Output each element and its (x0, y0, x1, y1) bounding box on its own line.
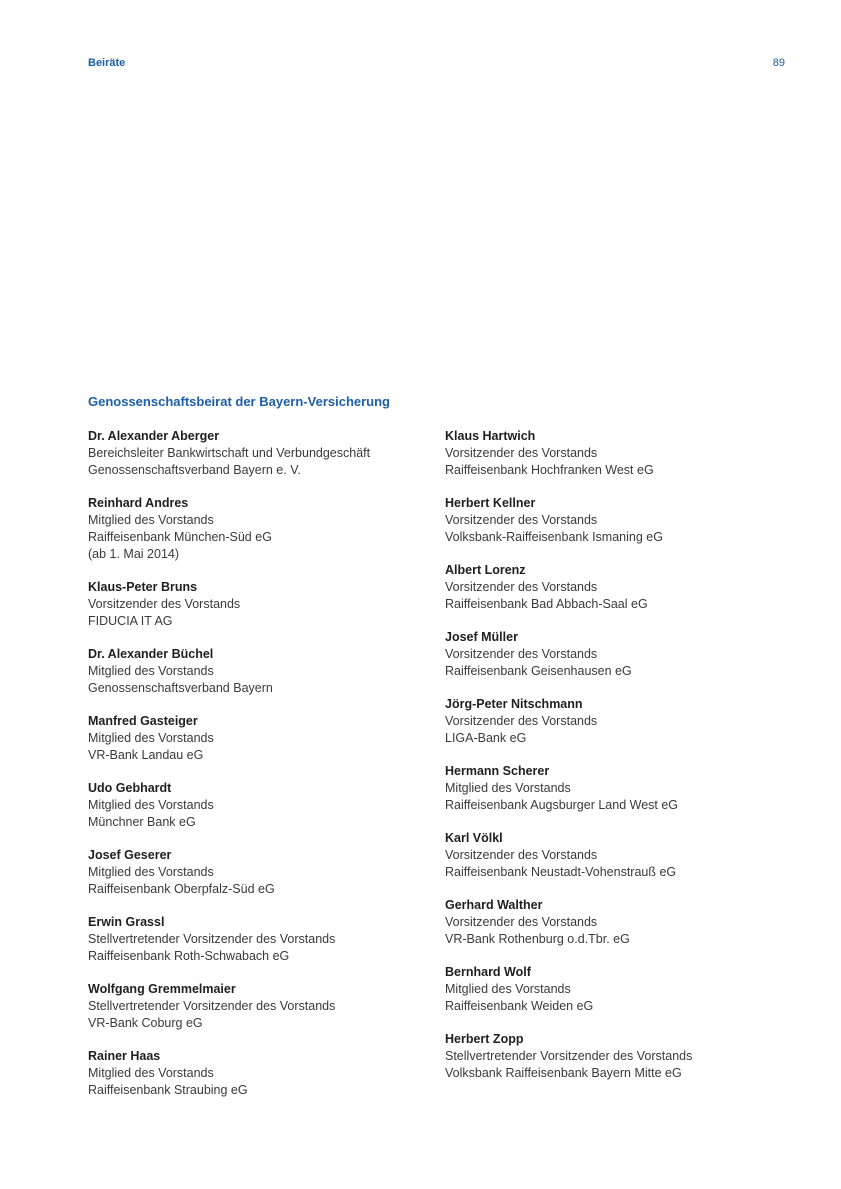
member-name: Jörg-Peter Nitschmann (445, 697, 583, 711)
member-name: Bernhard Wolf (445, 965, 531, 979)
member-name: Herbert Kellner (445, 496, 536, 510)
right-column (445, 428, 785, 1098)
member-entry (445, 428, 785, 479)
member-entry (445, 562, 785, 613)
member-detail: Mitglied des Vorstands (88, 798, 214, 812)
member-entry (88, 713, 428, 764)
member-detail: Mitglied des Vorstands (88, 664, 214, 678)
page-number: 89 (772, 57, 785, 69)
member-entry (88, 428, 428, 479)
member-name: Herbert Zopp (445, 1032, 524, 1046)
member-detail: Mitglied des Vorstands (445, 982, 571, 996)
member-entry (445, 763, 785, 814)
member-detail: Raiffeisenbank Bad Abbach-Saal eG (445, 597, 648, 611)
member-detail: Vorsitzender des Vorstands (445, 513, 598, 527)
member-name: Erwin Grassl (88, 915, 165, 929)
member-detail: Raiffeisenbank Oberpfalz-Süd eG (88, 882, 275, 896)
member-detail: Mitglied des Vorstands (88, 1066, 214, 1080)
running-header-section: Beiräte (88, 57, 126, 69)
member-detail: (ab 1. Mai 2014) (88, 547, 180, 561)
section-title: Genossenschaftsbeirat der Bayern-Versicherung (88, 394, 391, 409)
member-detail: Vorsitzender des Vorstands (445, 580, 598, 594)
member-detail: Genossenschaftsverband Bayern e. V. (88, 463, 301, 477)
member-name: Albert Lorenz (445, 563, 526, 577)
member-entry (445, 964, 785, 1015)
member-name: Klaus-Peter Bruns (88, 580, 198, 594)
member-detail: Mitglied des Vorstands (88, 865, 214, 879)
member-detail: FIDUCIA IT AG (88, 614, 173, 628)
member-name: Klaus Hartwich (445, 429, 536, 443)
member-name: Josef Müller (445, 630, 518, 644)
member-entry (445, 629, 785, 680)
member-entry (88, 1048, 428, 1099)
member-detail: Raiffeisenbank Augsburger Land West eG (445, 798, 679, 812)
member-entry (445, 830, 785, 881)
member-name: Wolfgang Gremmelmaier (88, 982, 236, 996)
member-name: Karl Völkl (445, 831, 503, 845)
member-detail: Raiffeisenbank Straubing eG (88, 1083, 248, 1097)
member-entry (88, 914, 428, 965)
member-detail: Vorsitzender des Vorstands (88, 597, 241, 611)
member-name: Dr. Alexander Aberger (88, 429, 220, 443)
member-name: Rainer Haas (88, 1049, 161, 1063)
member-detail: Stellvertretender Vorsitzender des Vorstands (88, 932, 336, 946)
member-detail: Vorsitzender des Vorstands (445, 915, 598, 929)
member-detail: Vorsitzender des Vorstands (445, 647, 598, 661)
member-detail: Raiffeisenbank Geisenhausen eG (445, 664, 632, 678)
member-detail: Raiffeisenbank Weiden eG (445, 999, 594, 1013)
member-detail: Raiffeisenbank München-Süd eG (88, 530, 272, 544)
member-entry (88, 495, 428, 563)
member-detail: Bereichsleiter Bankwirtschaft und Verbundgeschäft (88, 446, 371, 460)
member-detail: VR-Bank Rothenburg o.d.Tbr. eG (445, 932, 630, 946)
member-entry (88, 981, 428, 1032)
member-detail: Vorsitzender des Vorstands (445, 446, 598, 460)
member-detail: Mitglied des Vorstands (88, 731, 214, 745)
member-detail: Stellvertretender Vorsitzender des Vorstands (445, 1049, 693, 1063)
member-name: Udo Gebhardt (88, 781, 172, 795)
member-detail: Vorsitzender des Vorstands (445, 848, 598, 862)
member-entry (88, 646, 428, 697)
member-detail: Raiffeisenbank Hochfranken West eG (445, 463, 654, 477)
member-detail: Volksbank-Raiffeisenbank Ismaning eG (445, 530, 663, 544)
member-detail: Vorsitzender des Vorstands (445, 714, 598, 728)
member-detail: Raiffeisenbank Neustadt-Vohenstrauß eG (445, 865, 677, 879)
member-detail: Genossenschaftsverband Bayern (88, 681, 273, 695)
member-name: Dr. Alexander Büchel (88, 647, 214, 661)
member-entry (445, 696, 785, 747)
member-entry (445, 495, 785, 546)
member-entry (88, 780, 428, 831)
member-detail: VR-Bank Coburg eG (88, 1016, 203, 1030)
member-entry (445, 897, 785, 948)
member-detail: Raiffeisenbank Roth-Schwabach eG (88, 949, 290, 963)
member-entry (445, 1031, 785, 1082)
member-name: Reinhard Andres (88, 496, 189, 510)
member-detail: Volksbank Raiffeisenbank Bayern Mitte eG (445, 1066, 682, 1080)
member-detail: Mitglied des Vorstands (88, 513, 214, 527)
member-name: Josef Geserer (88, 848, 172, 862)
member-detail: Münchner Bank eG (88, 815, 196, 829)
member-entry (88, 847, 428, 898)
left-column (88, 428, 428, 1115)
member-entry (88, 579, 428, 630)
member-detail: LIGA-Bank eG (445, 731, 527, 745)
member-name: Gerhard Walther (445, 898, 543, 912)
member-detail: Mitglied des Vorstands (445, 781, 571, 795)
member-detail: VR-Bank Landau eG (88, 748, 204, 762)
member-name: Manfred Gasteiger (88, 714, 198, 728)
member-name: Hermann Scherer (445, 764, 550, 778)
member-detail: Stellvertretender Vorsitzender des Vorstands (88, 999, 336, 1013)
